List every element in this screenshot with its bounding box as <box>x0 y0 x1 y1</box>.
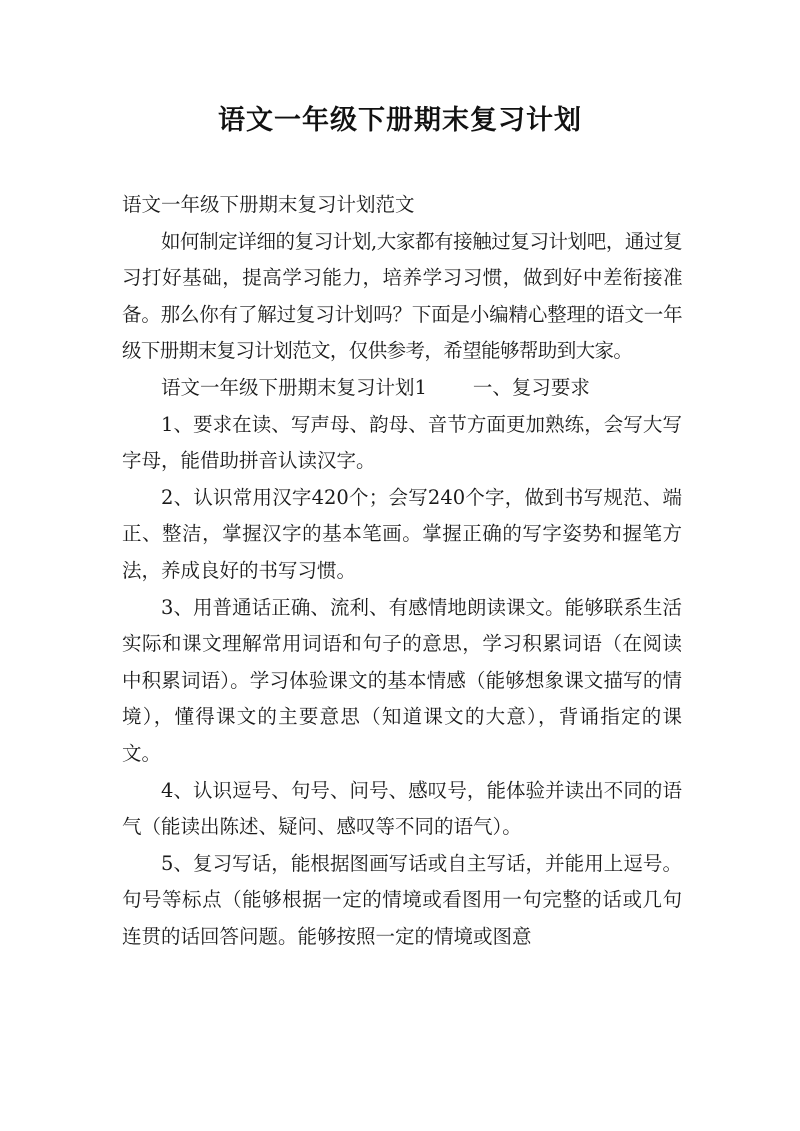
requirement-item-3: 3、用普通话正确、流利、有感情地朗读课文。能够联系生活实际和课文理解常用词语和句子的意思，学习积累词语（在阅读中积累词语）。学习体验课文的基本情感（能够想象课文描写的情境），懂得课文的主要意思（知道课文的大意），背诵指定的课文。 <box>122 595 682 765</box>
requirement-item-4: 4、认识逗号、句号、问号、感叹号，能体验并读出不同的语气（能读出陈述、疑问、感叹等不同的语气）。 <box>122 778 682 839</box>
section-heading-line <box>122 370 682 407</box>
intro-paragraph: 如何制定详细的复习计划,大家都有接触过复习计划吧，通过复习打好基础，提高学习能力，培养学习习惯，做到好中差衔接准备。那么你有了解过复习计划吗？下面是小编精心整理的语文一年级下册期末复习计划范文，仅供参考，希望能够帮助到大家。 <box>122 229 682 363</box>
requirement-item-2: 2、认识常用汉字420个；会写240个字，做到书写规范、端正、整洁，掌握汉字的基本笔画。掌握正确的写字姿势和握笔方法，养成良好的书写习惯。 <box>122 485 682 582</box>
document-body <box>122 187 682 955</box>
document-subtitle: 语文一年级下册期末复习计划范文 <box>122 193 415 216</box>
section-subheading: 一、复习要求 <box>472 375 590 399</box>
document-title: 语文一年级下册期末复习计划 <box>218 105 582 136</box>
requirement-item-5: 5、复习写话，能根据图画写话或自主写话，并能用上逗号。句号等标点（能够根据一定的情境或看图用一句完整的话或几句连贯的话回答问题。能够按照一定的情境或图意 <box>122 851 682 948</box>
section-heading: 语文一年级下册期末复习计划1 <box>161 375 427 399</box>
requirement-item-1: 1、要求在读、写声母、韵母、音节方面更加熟练，会写大写字母，能借助拼音认读汉字。 <box>122 412 682 473</box>
